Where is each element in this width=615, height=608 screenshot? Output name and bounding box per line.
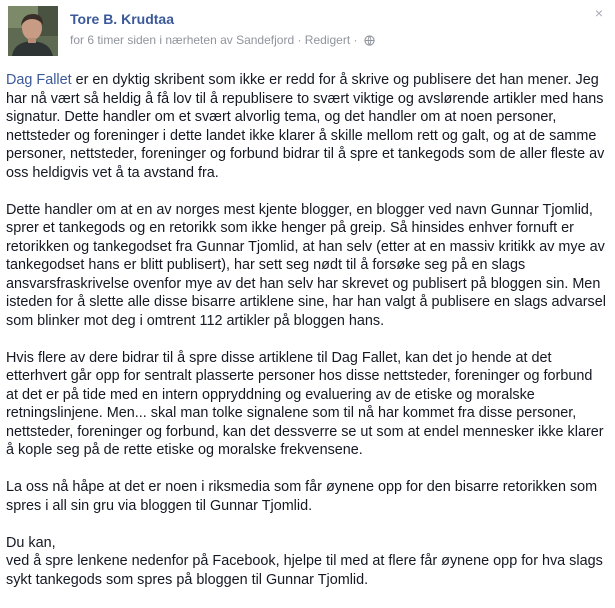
paragraph — [6, 71, 606, 182]
post-meta — [70, 33, 375, 49]
paragraph-text: er en dyktig skribent som ikke er redd for å skrive og publisere det han mener. Jeg har nå vært så heldig å få lov til å republisere to svært viktige og avslørende artikler med hans signatur. Dette handler om et svært alvorlig tema, og det handler om at noen personer, nettsteder og foreninger i dette landet ikke klarer å skille mellom rett og galt, og at de samme personer, nettsteder, foreninger og forbund bidrar til å spre et tankegods som de aller fleste av oss heldigvis vet å ta avstand fra. — [6, 72, 605, 181]
timestamp-link[interactable]: for 6 timer siden i nærheten av Sandefjord — [70, 33, 295, 47]
avatar[interactable] — [8, 6, 58, 56]
meta-separator: · — [350, 33, 361, 47]
post-body — [6, 71, 606, 608]
author-name-link[interactable]: Tore B. Krudtaa — [70, 11, 174, 27]
closing-line: Du kan, — [6, 534, 56, 551]
meta-separator: · — [294, 33, 305, 47]
close-icon[interactable]: × — [594, 5, 603, 21]
paragraph: Hvis flere av dere bidrar til å spre disse artiklene til Dag Fallet, kan det jo hende at det etterhvert går opp for sentralt plasserte personer hos disse nettsteder, foreninger og forbund at det er på tide med en intern oppryddning og evaluering av de etiske og moralske retningslinjene. Men... skal man tolke signalene som til nå har kommet fra disse personer, nettsteder, foreninger og forbund, kan det dessverre se ut som at endel mennesker ikke klarer å kople seg på de rette etiske og moralske frekvensene. — [6, 349, 604, 458]
globe-icon[interactable] — [364, 35, 375, 49]
paragraph: Dette handler om at en av norges mest kjente blogger, en blogger ved navn Gunnar Tjomlid, sprer et tankegods og en retorikk som ikke henger på greip. Så hinsides enhver fornuft er retorikken og tankegodset fra Gunnar Tjomlid, at han selv (etter at en massiv kritikk av mye av tankegodset hans er blitt publisert), har sett seg nødt til å forsøke seg på en slags ansvarsfraskrivelse ovenfor mye av det han selv har skrevet og publisert på bloggen sin. Men isteden for å slette alle disse bisarre artiklene sine, har han valgt å publisere en slags advarsel som blinker mot deg i omtrent 112 artikler på bloggen hans. — [6, 201, 606, 329]
avatar-photo — [8, 6, 58, 56]
mention-link[interactable]: Dag Fallet — [6, 72, 72, 88]
post-header — [8, 6, 607, 60]
paragraph — [6, 534, 606, 590]
edited-link[interactable]: Redigert — [304, 33, 351, 47]
closing-line: ved å spre lenkene nedenfor på Facebook, hjelpe til med at flere får øynene opp for hva slags sykt tankegods som spres på bloggen til Gunnar Tjomlid. — [6, 553, 603, 588]
paragraph: La oss nå håpe at det er noen i riksmedia som får øynene opp for den bisarre retorikken som spres i all sin gru via bloggen til Gunnar Tjomlid. — [6, 479, 598, 514]
